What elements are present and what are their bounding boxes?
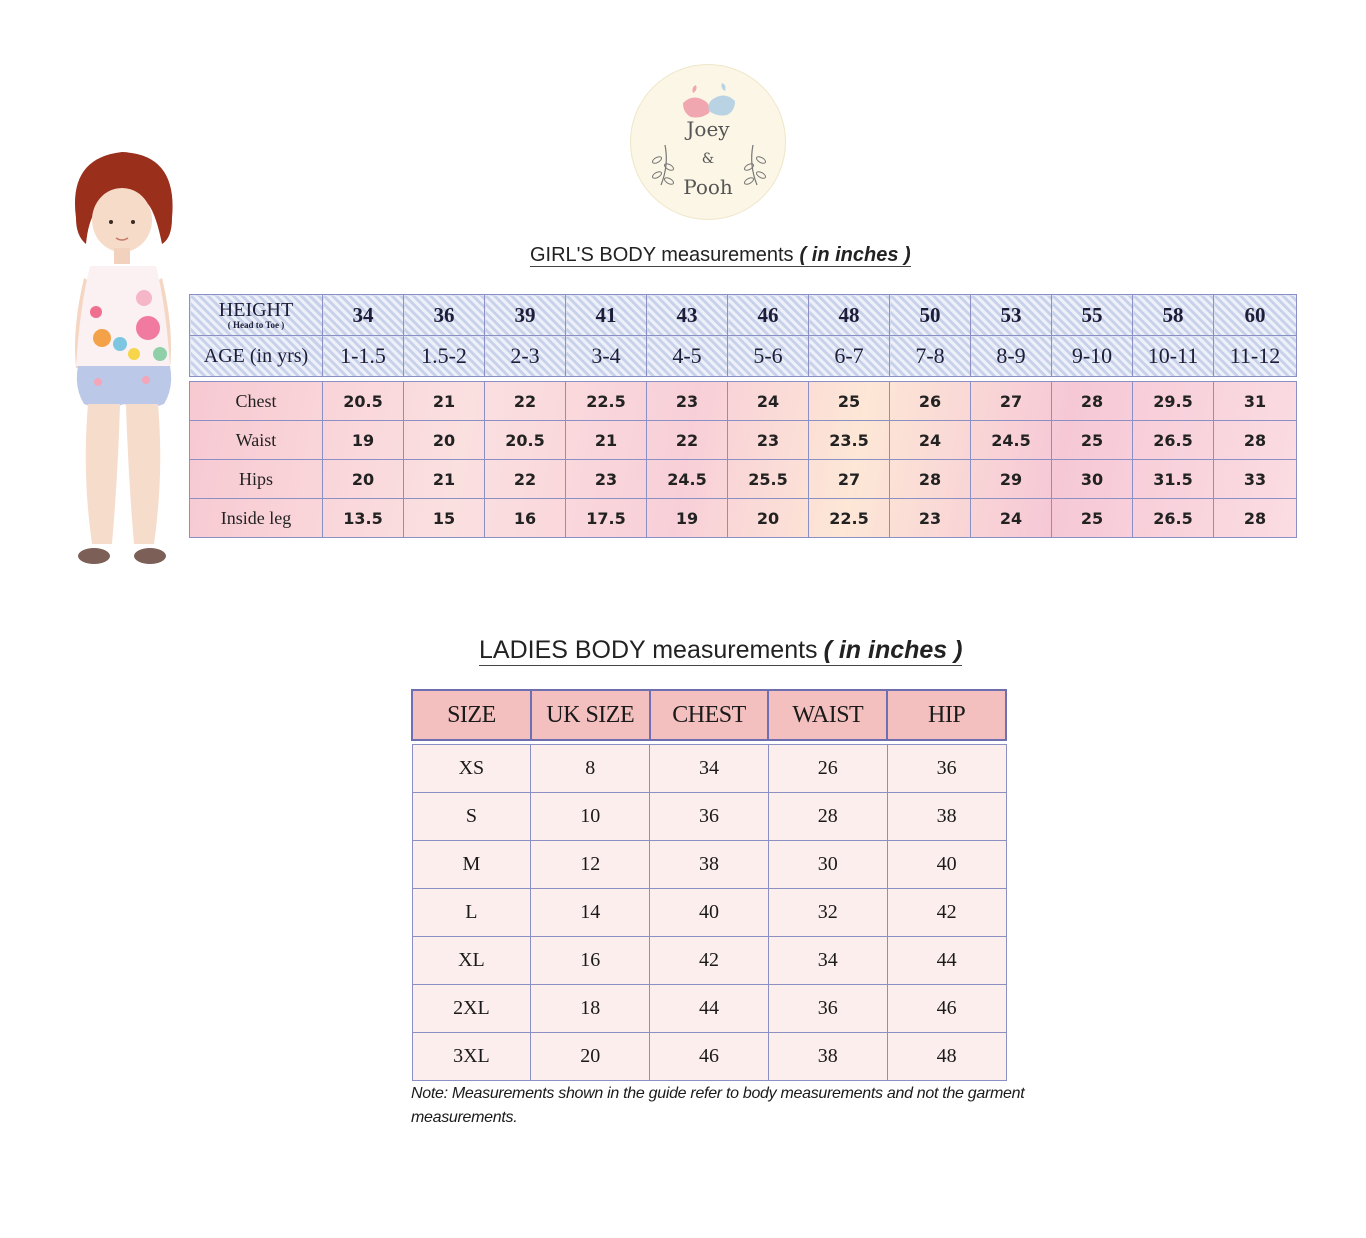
measure-label: Hips	[190, 460, 323, 499]
measure-value: 22	[485, 460, 566, 499]
measure-value: 15	[404, 499, 485, 538]
ladies-cell: 46	[650, 1033, 769, 1081]
girls-measure-row	[190, 421, 1297, 460]
logo-word-joey: Joey	[686, 117, 730, 141]
age-cell: 9-10	[1052, 336, 1133, 377]
ladies-cell: 40	[650, 889, 769, 937]
measure-value: 27	[809, 460, 890, 499]
height-cell: 60	[1214, 295, 1297, 336]
ladies-cell: 42	[650, 937, 769, 985]
measure-value: 19	[647, 499, 728, 538]
ladies-size-row	[412, 1033, 1006, 1081]
ladies-header-row	[412, 690, 1006, 740]
ladies-header-hip: HIP	[887, 690, 1006, 740]
measure-label: Chest	[190, 382, 323, 421]
height-cell: 58	[1133, 295, 1214, 336]
measure-value: 22	[485, 382, 566, 421]
measure-value: 23	[566, 460, 647, 499]
age-cell: 8-9	[971, 336, 1052, 377]
measure-label: Waist	[190, 421, 323, 460]
measure-value: 26.5	[1133, 421, 1214, 460]
ladies-cell: 8	[531, 745, 650, 793]
measure-value: 24.5	[647, 460, 728, 499]
ladies-header-waist: WAIST	[768, 690, 887, 740]
ladies-cell: 2XL	[412, 985, 531, 1033]
measure-value: 22	[647, 421, 728, 460]
height-cell: 48	[809, 295, 890, 336]
measure-value: 16	[485, 499, 566, 538]
measure-value: 20	[323, 460, 404, 499]
girls-measure-row	[190, 382, 1297, 421]
girls-height-label	[190, 295, 323, 336]
ladies-cell: 12	[531, 841, 650, 889]
ladies-cell: 3XL	[412, 1033, 531, 1081]
height-cell: 43	[647, 295, 728, 336]
ladies-cell: 14	[531, 889, 650, 937]
ladies-cell: 36	[887, 745, 1006, 793]
age-cell: 7-8	[890, 336, 971, 377]
height-cell: 55	[1052, 295, 1133, 336]
measure-value: 26	[890, 382, 971, 421]
measure-value: 28	[890, 460, 971, 499]
age-cell: 10-11	[1133, 336, 1214, 377]
measure-value: 24	[890, 421, 971, 460]
measure-value: 20.5	[323, 382, 404, 421]
ladies-cell: XL	[412, 937, 531, 985]
ladies-cell: 44	[650, 985, 769, 1033]
measure-value: 24.5	[971, 421, 1052, 460]
measure-value: 31.5	[1133, 460, 1214, 499]
ladies-cell: 16	[531, 937, 650, 985]
measure-value: 29.5	[1133, 382, 1214, 421]
measure-value: 21	[404, 382, 485, 421]
girls-measure-row	[190, 499, 1297, 538]
ladies-cell: 30	[768, 841, 887, 889]
age-cell: 11-12	[1214, 336, 1297, 377]
measure-label: Inside leg	[190, 499, 323, 538]
measure-value: 26.5	[1133, 499, 1214, 538]
height-cell: 36	[404, 295, 485, 336]
measure-value: 22.5	[566, 382, 647, 421]
measure-value: 21	[566, 421, 647, 460]
measure-value: 21	[404, 460, 485, 499]
age-cell: 6-7	[809, 336, 890, 377]
measure-value: 31	[1214, 382, 1297, 421]
ladies-cell: XS	[412, 745, 531, 793]
ladies-size-row	[412, 745, 1006, 793]
age-cell: 1.5-2	[404, 336, 485, 377]
height-cell: 53	[971, 295, 1052, 336]
girls-measurements-body	[190, 377, 1297, 538]
girls-heading-title: GIRL'S BODY measurements	[530, 244, 794, 266]
measure-value: 22.5	[809, 499, 890, 538]
girls-heading	[530, 244, 911, 267]
ladies-cell: 38	[650, 841, 769, 889]
ladies-cell: 36	[768, 985, 887, 1033]
measure-value: 13.5	[323, 499, 404, 538]
ladies-size-row	[412, 793, 1006, 841]
age-cell: 4-5	[647, 336, 728, 377]
measure-value: 28	[1214, 499, 1297, 538]
height-cell: 39	[485, 295, 566, 336]
age-cell: 3-4	[566, 336, 647, 377]
measure-value: 20	[404, 421, 485, 460]
age-cell: 2-3	[485, 336, 566, 377]
measure-value: 24	[971, 499, 1052, 538]
brand-logo	[630, 64, 786, 220]
height-cell: 41	[566, 295, 647, 336]
girls-age-row	[190, 336, 1297, 377]
measure-value: 33	[1214, 460, 1297, 499]
logo-ampersand: &	[701, 151, 715, 167]
height-cell: 50	[890, 295, 971, 336]
ladies-cell: 20	[531, 1033, 650, 1081]
ladies-size-row	[412, 841, 1006, 889]
ladies-cell: M	[412, 841, 531, 889]
girls-heading-unit: ( in inches )	[799, 244, 911, 266]
ladies-cell: 36	[650, 793, 769, 841]
ladies-header-chest: CHEST	[650, 690, 769, 740]
measure-value: 20.5	[485, 421, 566, 460]
ladies-cell: S	[412, 793, 531, 841]
ladies-cell: L	[412, 889, 531, 937]
ladies-size-row	[412, 985, 1006, 1033]
ladies-heading	[479, 637, 962, 666]
measure-value: 23	[728, 421, 809, 460]
ladies-cell: 18	[531, 985, 650, 1033]
ladies-size-row	[412, 889, 1006, 937]
measure-value: 24	[728, 382, 809, 421]
girls-height-row	[190, 295, 1297, 336]
age-cell: 1-1.5	[323, 336, 404, 377]
measure-value: 30	[1052, 460, 1133, 499]
ladies-measurements-body	[412, 740, 1006, 1081]
measure-value: 29	[971, 460, 1052, 499]
girl-illustration	[62, 148, 184, 568]
ladies-cell: 46	[887, 985, 1006, 1033]
ladies-cell: 10	[531, 793, 650, 841]
ladies-cell: 48	[887, 1033, 1006, 1081]
measure-value: 28	[1052, 382, 1133, 421]
girls-size-table	[189, 294, 1297, 538]
ladies-size-table	[411, 689, 1007, 1081]
ladies-cell: 42	[887, 889, 1006, 937]
ladies-size-row	[412, 937, 1006, 985]
measure-value: 23.5	[809, 421, 890, 460]
ladies-header-size: SIZE	[412, 690, 531, 740]
ladies-heading-title: LADIES BODY measurements	[479, 636, 818, 664]
ladies-heading-unit: ( in inches )	[823, 636, 963, 664]
measurement-note: Note: Measurements shown in the guide refer to body measurements and not the garment measurements.	[411, 1085, 1025, 1126]
measure-value: 28	[1214, 421, 1297, 460]
height-cell: 46	[728, 295, 809, 336]
ladies-cell: 34	[650, 745, 769, 793]
measure-value: 23	[890, 499, 971, 538]
girls-age-label: AGE (in yrs)	[190, 336, 323, 377]
ladies-cell: 32	[768, 889, 887, 937]
ladies-cell: 44	[887, 937, 1006, 985]
measure-value: 25	[1052, 421, 1133, 460]
height-sublabel-text: ( Head to Toe )	[227, 320, 285, 330]
measure-value: 23	[647, 382, 728, 421]
logo-word-pooh: Pooh	[683, 175, 733, 199]
age-cell: 5-6	[728, 336, 809, 377]
measure-value: 25.5	[728, 460, 809, 499]
ladies-header-uk-size: UK SIZE	[531, 690, 650, 740]
measure-value: 17.5	[566, 499, 647, 538]
ladies-cell: 34	[768, 937, 887, 985]
measure-value: 20	[728, 499, 809, 538]
ladies-cell: 26	[768, 745, 887, 793]
ladies-cell: 38	[768, 1033, 887, 1081]
ladies-cell: 28	[768, 793, 887, 841]
measure-value: 25	[809, 382, 890, 421]
girls-measure-row	[190, 460, 1297, 499]
measure-value: 25	[1052, 499, 1133, 538]
ladies-cell: 38	[887, 793, 1006, 841]
measure-value: 19	[323, 421, 404, 460]
measure-value: 27	[971, 382, 1052, 421]
height-cell: 34	[323, 295, 404, 336]
ladies-cell: 40	[887, 841, 1006, 889]
height-label-text: HEIGHT	[218, 299, 294, 321]
